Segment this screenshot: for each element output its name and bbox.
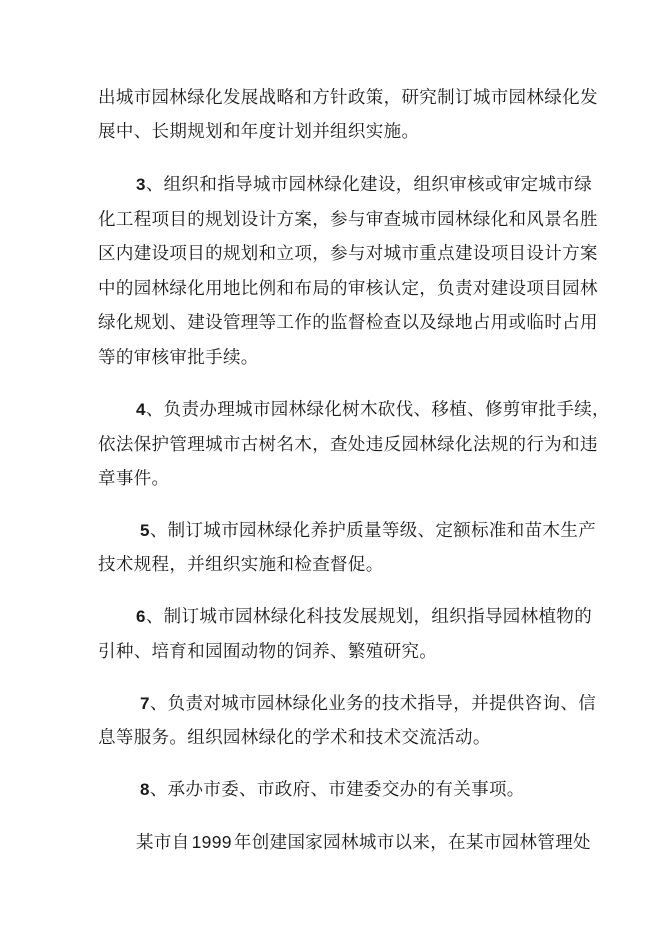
item-5-line-2: 技术规程，并组织实施和检查督促。 (98, 555, 384, 575)
item-7-line-1: 7、负责对城市园林绿化业务的技术指导，并提供咨询、信 (140, 694, 597, 714)
item-3-line-3: 区内建设项目的规划和立项，参与对城市重点建设项目设计方案 (98, 244, 598, 264)
item-3-number: 3 (136, 175, 146, 194)
closing-line (136, 830, 591, 855)
item-3-line-2: 化工程项目的规划设计方案，参与审查城市园林绿化和风景名胜 (98, 210, 598, 230)
item-8-line-1: 8、承办市委、市政府、市建委交办的有关事项。 (140, 780, 525, 800)
item-7-number: 7 (140, 694, 150, 713)
item-5-number: 5 (140, 521, 150, 540)
item-4-line-2: 依法保护管理城市古树名木，查处违反园林绿化法规的行为和违 (98, 435, 598, 455)
item-4-line-3: 章事件。 (98, 469, 170, 489)
item-3-line-1: 3、组织和指导城市园林绿化建设，组织审核或审定城市绿 (136, 175, 593, 195)
item-3-line-6: 等的审核审批手续。 (98, 348, 259, 368)
item-5-line-1: 5、制订城市园林绿化养护质量等级、定额标准和苗木生产 (140, 521, 597, 541)
closing-year: 1999 (191, 832, 232, 852)
closing-prefix: 某市自 (136, 833, 190, 853)
item-6-line-2: 引种、培育和园囿动物的饲养、繁殖研究。 (98, 642, 438, 662)
item-8-number: 8 (140, 780, 150, 799)
item-4-line-1: 4、负责办理城市园林绿化树木砍伐、移植、修剪审批手续， (136, 400, 610, 420)
intro-line-1: 出城市园林绿化发展战略和方针政策，研究制订城市园林绿化发 (98, 88, 598, 108)
intro-line-2: 展中、长期规划和年度计划并组织实施。 (98, 122, 420, 142)
item-7-line-2: 息等服务。组织园林绿化的学术和技术交流活动。 (98, 728, 491, 748)
item-3-line-4: 中的园林绿化用地比例和布局的审核认定，负责对建设项目园林 (98, 279, 598, 299)
item-3-line-5: 绿化规划、建设管理等工作的监督检查以及绿地占用或临时占用 (98, 313, 598, 333)
item-6-number: 6 (136, 607, 146, 626)
item-4-number: 4 (136, 400, 146, 419)
item-6-line-1: 6、制订城市园林绿化科技发展规划，组织指导园林植物的 (136, 607, 593, 627)
closing-suffix: 年创建国家园林城市以来，在某市园林管理处 (233, 833, 591, 853)
